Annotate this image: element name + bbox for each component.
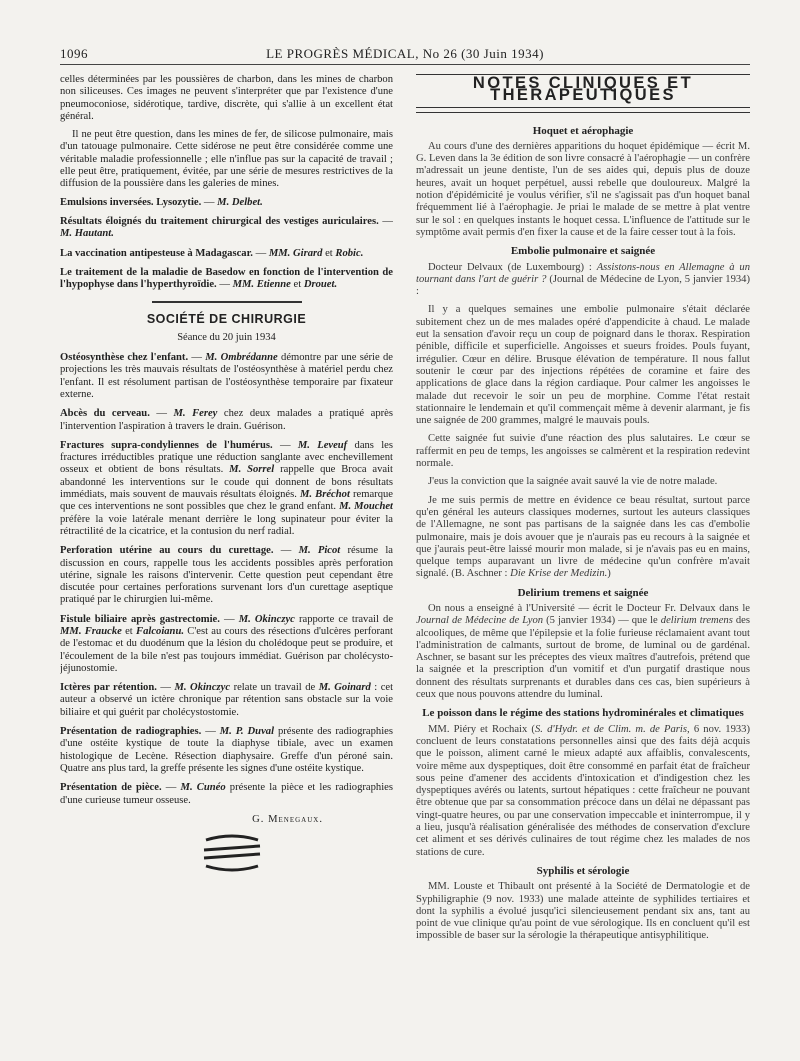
paragraph: MM. Louste et Thibault ont présenté à la Société de Dermatologie et de Syphiligraphie (9 nov. 1933) une malade atteinte de syphilides tertiaires et dont la syphilis a évolué jusqu'ici silencieusement pendant six ans, tant au point de vue clinique qu'au point de vue sérologique. Ils en concluent qu'il est impossible de baser sur la sérologie la thérapeutique antisyphilitique. [416,881,750,942]
communication-entry: Ostéosynthèse chez l'enfant. — M. Ombrédanne démontre par une série de projections les très mauvais résultats de l'ostéosynthèse à matériel perdu chez l'enfant. Il est résolument partisan de l'ostéosynthèse temporaire par fixateur externe. [60,352,393,400]
section-title: NOTES CLINIQUES ET THÉRAPEUTIQUES [416,74,750,113]
paragraph: Il ne peut être question, dans les mines de fer, de silicose pulmonaire, mais d'un tatouage pulmonaire. Cette sidérose ne peut être considérée comme une véritable maladie professionnelle ; elle n'influe pas sur la capacité de travail ; elle peut être, pratiquement, évitée, par une série de mesures restrictives de la diffusion de la poussière dans les galeries de mines. [60,129,393,190]
communication-entry: Fistule biliaire après gastrectomie. — M. Okinczyc rapporte ce travail de MM. Fraucke et Falcoianu. C'est au cours des résections d'ulcères perforant de l'estomac et du duodénum que la lésion du cholédoque peut se produire, et l'écoulement de la bile n'est pas toujours immédiat. Guérison par cholécysto-jéjunostomie. [60,613,393,674]
subsection-heading: Le poisson dans le régime des stations hydrominérales et climatiques [422,707,744,720]
communication-entry: Fractures supra-condyliennes de l'humérus. — M. Leveuf dans les fractures irréductibles pratique une réduction sanglante avec enchevillement osseux et obtient de bons résultats. M. Sorrel rappelle que Broca avait abandonné les interventions sur le coude qui donnent de bons résultats immédiats, mais souvent de mauvais résultats éloignés. M. Bréchot remarque que ces interventions ne sont possibles que chez le grand enfant. M. Mouchet préfère la voie latérale menant derrière le long supinateur pour éviter la rétractilité de la cicatrice, et la contusion du nerf radial. [60,439,393,537]
communication-entry: Perforation utérine au cours du curettage. — M. Picot résume la discussion en cours, rappelle tous les accidents possibles après perforation utérine, signale les raisons d'intervenir. Cette question peut cependant être discutée pour certaines perforations survenant lors d'un curettage aseptique pratiqué par le chirurgien lui-même. [60,545,393,606]
paragraph: J'eus la conviction que la saignée avait sauvé la vie de notre malade. [428,476,718,488]
page-header [60,44,750,65]
paragraph: Docteur Delvaux (de Luxembourg) : Assistons-nous en Allemagne à un tournant dans l'art de guérir ? (Journal de Médecine de Lyon, 5 janvier 1934) : [416,261,750,298]
subsection-heading: Syphilis et sérologie [536,864,630,877]
communication-entry: Emulsions inversées. Lysozytie. — M. Delbet. [60,196,263,208]
communication-entry: Abcès du cerveau. — M. Ferey chez deux malades a pratiqué après l'intervention l'aspiration à travers le drain. Guérison. [60,408,393,432]
communication-entry: Présentation de radiographies. — M. P. Duval présente des radiographies d'une ostéite kystique de toute la diaphyse tibiale, avec un examen histologique de Lecène. Résection diaphysaire. Greffe d'un péroné sain. Quatre ans plus tard, la greffe présente les signes d'une ostéite kystique. [60,726,393,774]
communication-entry: La vaccination antipesteuse à Madagascar. — MM. Girard et Robic. [60,247,364,259]
society-title: SOCIÉTÉ DE CHIRURGIE [146,312,307,327]
paragraph: Au cours d'une des dernières apparitions du hoquet épidémique — écrit M. G. Leven dans la 3e édition de son livre consacré à l'aérophagie — un confrère m'adressait un jeune dentiste, l'un de ses aides qui, depuis plus de douze heures, avait un hoquet perpétuel, aussi rebelle que douloureux. Malgré la notion d'épidémicité je voulus vérifier, s'il ne s'agissait pas d'un hoquet banal fréquemment lié à l'aérophagie. Je priai le malade de se mettre à plat ventre sur le sol : en quelques instants le hoquet cessa. L'influence de l'attitude sur le symptôme avait permis d'en fixer la cause et de la faire cesser tout à la fois. [416,140,750,238]
left-column [60,74,393,1044]
paragraph: On nous a enseigné à l'Université — écrit le Docteur Fr. Delvaux dans le Journal de Médecine de Lyon (5 janvier 1934) — que le delirium tremens des alcooliques, de même que l'épilepsie et la folie furieuse réclamaient avant tout l'administration de calmants, surtout de brome, de luminal ou de gardénal. Aschner, se basant sur les préceptes des vieux maîtres d'autrefois, prétend que la saignée et la prescription d'un vomitif et d'un purgatif drastique nous donnent des résultats surprenants et durables dans ces cas, bien supérieurs à ceux que nous pouvons attendre du luminal. [416,602,750,701]
communication-entry: Présentation de pièce. — M. Cunéo présente la pièce et les radiographies d'une curieuse tumeur osseuse. [60,782,393,806]
paragraph: Je me suis permis de mettre en évidence ce beau résultat, surtout parce qu'en général les auteurs classiques modernes, surtout les auteurs classiques de l'Allemagne, ne sont pas partisans de la saignée dans les cas d'embolie pulmonaire, mais je dois avouer que je n'aurais pas eu recours à la saignée et que j'aurais peut-être laissé mourir mon malade, si je n'avais pas eu en mains, quelque temps auparavant un livre de médecine qu'un confrère m'avait signalé. (B. Aschner : Die Krise der Medizin.) [416,494,750,580]
right-column [416,74,750,1044]
communication-entry: Ictères par rétention. — M. Okinczyc relate un travail de M. Goinard : cet auteur a observé un ictère chronique par rétention sans obstacle sur la voie biliaire et qui guérit par cholécystostomie. [60,682,393,718]
communication-entry: Le traitement de la maladie de Basedow en fonction de l'intervention de l'hypophyse dans l'hyperthyroïdie. — MM. Etienne et Drouet. [60,266,393,291]
communication-entry: Résultats éloignés du traitement chirurgical des vestiges auriculaires. — M. Hautant. [60,215,393,240]
paragraph: MM. Piéry et Rochaix (S. d'Hydr. et de Clim. m. de Paris, 6 nov. 1933) concluent de leurs constatations personnelles ainsi que des faits déjà acquis que le poisson, aliment carné le mieux adapté aux affaiblis, convalescents, voire même aux dyspeptiques, doit être consommé en parfait état de fraîcheur sous peine d'amener des accidents d'intoxication et d'indigestion chez les dyspeptiques avérés ou latents, surtout hépatiques : cette fraîcheur ne pouvant être obtenue que par sa consommation précoce dans un délai ne dépassant pas vingt-quatre heures, ou par une conservation impeccable et ininterrompue, il y a lieu, jusqu'à réalisation généralisée des méthodes de conservation d'exclure cet aliment et ses dérivés culinaires de tout régime chez les malades de nos stations de cure. [416,723,750,858]
printer-ornament-icon [200,834,264,876]
subsection-heading: Embolie pulmonaire et saignée [510,245,656,258]
paragraph: Cette saignée fut suivie d'une réaction des plus salutaires. Le cœur se raffermit en peu de temps, les angoisses se calmèrent et la respiration redevint normale. [416,433,750,470]
paragraph: Il y a quelques semaines une embolie pulmonaire s'était déclarée subitement chez un de mes malades opéré d'appendicite à chaud. Le malade eut la sensation d'avoir reçu un coup de poignard dans le thorax. Respiration pénible, difficile et superficielle. Angoisses et sueurs froides. Pouls fuyant, irrégulier. Cœur en délire. Brusque élévation de température. Il nous fallut soutenir le cœur par des injections répétées de coramine et faire des applications de glace dans la région cardiaque. Pour calmer les angoisses le malade dut recevoir le soir un peu de morphine. Comme l'état restait stationnaire le lendemain et qu'il commençait même à devenir alarmant, je fis une saignée de 200 grammes, malgré le mauvais pouls. [416,304,750,427]
signature: G. Menegaux. [252,813,323,825]
running-title: LE PROGRÈS MÉDICAL, No 26 (30 Juin 1934) [266,46,544,61]
page-number: 1096 [60,46,88,61]
subsection-heading: Hoquet et aérophagie [532,124,634,137]
subsection-heading: Delirium tremens et saignée [517,586,649,599]
session-date: Séance du 20 juin 1934 [177,331,276,343]
paragraph: celles déterminées par les poussières de charbon, dans les mines de charbon non siliceuses. Ces images ne peuvent s'interpréter que par l'existence d'une pneumoconiose, sidérotique, tardive, discrète, qui s'allie à un excellent état général. [60,74,393,122]
section-divider [152,301,302,303]
